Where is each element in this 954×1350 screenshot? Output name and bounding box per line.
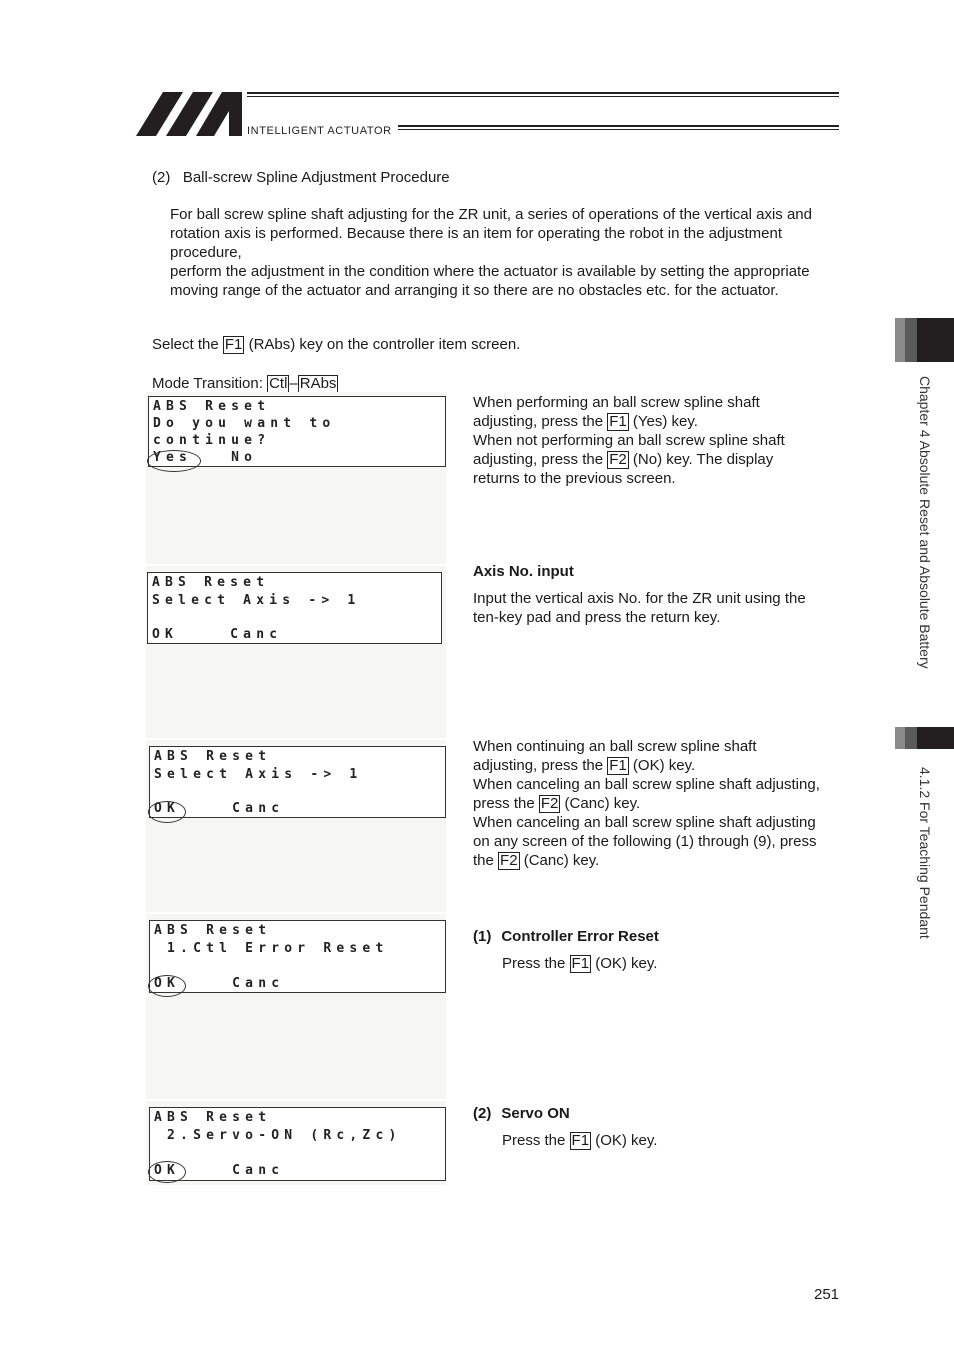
page-number: 251 <box>814 1286 840 1303</box>
lcd-line-2: Do you want to <box>153 416 336 431</box>
desc-axis-input: Axis No. input Input the vertical axis No. for the ZR unit using the ten-key pad and press the return key. <box>473 562 853 627</box>
axis-input-heading: Axis No. input <box>473 563 574 580</box>
intro-text-1: For ball screw spline shaft adjusting for the ZR unit, a series of operations of the vertical axis and rotation axis is performed. Because there is an item for operating the robot in the adjustment procedure, <box>170 206 812 261</box>
lcd-line-1: ABS Reset <box>154 923 272 938</box>
rabs-key: RAbs <box>299 375 337 392</box>
lcd-line-4: OK Canc <box>154 1163 285 1178</box>
header-rule-bottom <box>398 125 839 127</box>
error-reset-heading: Controller Error Reset <box>501 928 659 945</box>
header-rule-top-thin <box>247 96 839 97</box>
f2-key: F2 <box>540 795 559 812</box>
f1-key: F1 <box>224 336 243 353</box>
yes-highlight-circle <box>147 450 201 472</box>
lcd-line-2: 1.Ctl Error Reset <box>154 941 389 956</box>
lcd-line-2: 2.Servo-ON (Rc,Zc) <box>154 1128 402 1143</box>
lcd-line-2: Select Axis -> 1 <box>152 593 361 608</box>
ctl-key: Ctl <box>269 375 288 392</box>
lcd-screen-continue <box>149 746 446 818</box>
brand-text: INTELLIGENT ACTUATOR <box>247 125 392 137</box>
lcd-line-1: ABS Reset <box>153 399 271 414</box>
header-rule-bottom-thin <box>398 129 839 130</box>
f1-key: F1 <box>609 413 627 430</box>
lcd-screen-select-axis <box>147 572 442 644</box>
lcd-line-1: ABS Reset <box>152 575 270 590</box>
lcd-line-2: Select Axis -> 1 <box>154 767 363 782</box>
lcd-line-1: ABS Reset <box>154 749 272 764</box>
desc-error-reset: (1) Controller Error Reset Press the F1 (OK) key. <box>473 928 659 972</box>
lcd-line-1: ABS Reset <box>154 1110 272 1125</box>
mode-transition: Mode Transition: Ctl – RAbs <box>152 375 337 392</box>
f1-key: F1 <box>571 955 590 972</box>
ok-highlight-circle <box>148 801 186 823</box>
f2-key: F2 <box>500 852 518 869</box>
lcd-line-4: OK Canc <box>152 627 283 642</box>
lcd-line-3: continue? <box>153 433 271 448</box>
lcd-screen-servo-on <box>149 1107 446 1181</box>
servo-on-heading: Servo ON <box>501 1105 570 1122</box>
desc-continue: When continuing an ball screw spline shaft adjusting, press the F1 (OK) key. When canceling an ball screw spline shaft adjusting, press the F2 (Canc) key. When canceling an ball screw spline shaft adjusting on any screen of the following (1) through (9), press the F2 (Canc) key. <box>473 738 820 869</box>
f1-key: F1 <box>609 757 627 774</box>
lcd-line-4: Yes No <box>153 450 258 465</box>
iai-logo <box>136 92 246 136</box>
chapter-title-vertical: Chapter 4 Absolute Reset and Absolute Battery <box>917 376 933 669</box>
lcd-line-4: OK Canc <box>154 976 285 991</box>
header-rule-top <box>247 92 839 94</box>
intro-text-2: perform the adjustment in the condition where the actuator is available by setting the appropriate moving range of the actuator and arranging it so there are no obstacles etc. for the actuator. <box>170 263 810 299</box>
ok-highlight-circle <box>148 975 186 997</box>
section-title-vertical: 4.1.2 For Teaching Pendant <box>917 767 933 939</box>
f2-key: F2 <box>609 451 627 468</box>
desc-servo-on: (2) Servo ON Press the F1 (OK) key. <box>473 1105 658 1149</box>
desc-confirm: When performing an ball screw spline shaft adjusting, press the F1 (Yes) key. When not performing an ball screw spline shaft adjusting, press the F2 (No) key. The display returns to the previous screen. <box>473 394 785 487</box>
select-instruction: Select the F1 (RAbs) key on the controller item screen. <box>152 336 521 353</box>
ok-highlight-circle <box>148 1161 186 1183</box>
intro-paragraph <box>170 205 850 300</box>
section-title: (2) Ball-screw Spline Adjustment Procedure <box>152 169 450 186</box>
lcd-screen-error-reset <box>149 920 446 993</box>
lcd-line-4: OK Canc <box>154 801 285 816</box>
f1-key: F1 <box>571 1132 590 1149</box>
